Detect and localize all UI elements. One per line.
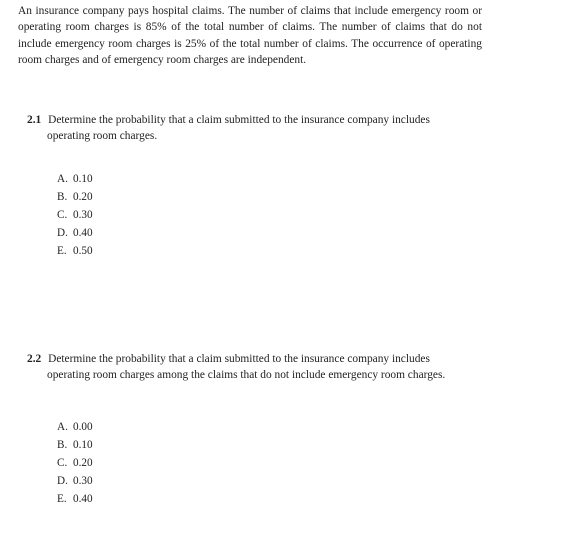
question-number: 2.1 bbox=[27, 114, 42, 126]
choice-value: 0.20 bbox=[73, 191, 93, 203]
problem-intro: An insurance company pays hospital claims. The number of claims that include emergency room or operating room charges is 85% of the total number of claims. The number of claims that do not include emergency room charges is 25% of the total number of claims. The occurrence of operating room charges and of emergency room charges are independent. bbox=[18, 5, 482, 67]
choice-letter: B. bbox=[57, 439, 68, 451]
choice-letter: E. bbox=[57, 493, 67, 505]
answer-choice[interactable] bbox=[57, 472, 93, 490]
choice-value: 0.00 bbox=[73, 421, 93, 433]
answer-choice[interactable] bbox=[57, 454, 93, 472]
choice-value: 0.30 bbox=[73, 475, 93, 487]
choice-value: 0.30 bbox=[73, 209, 93, 221]
choice-letter: E. bbox=[57, 245, 67, 257]
answer-choices-2-1 bbox=[57, 170, 93, 260]
choice-value: 0.20 bbox=[73, 457, 93, 469]
answer-choice[interactable] bbox=[57, 224, 93, 242]
answer-choices-2-2 bbox=[57, 418, 93, 508]
answer-choice[interactable] bbox=[57, 188, 93, 206]
choice-value: 0.40 bbox=[73, 227, 93, 239]
answer-choice[interactable] bbox=[57, 418, 93, 436]
answer-choice[interactable] bbox=[57, 490, 93, 508]
choice-value: 0.10 bbox=[73, 173, 93, 185]
choice-letter: B. bbox=[57, 191, 68, 203]
choice-letter: C. bbox=[57, 457, 68, 469]
choice-letter: A. bbox=[57, 421, 68, 433]
choice-letter: C. bbox=[57, 209, 68, 221]
question-text-line1: Determine the probability that a claim submitted to the insurance company includes bbox=[48, 114, 430, 126]
question-text-line2: operating room charges among the claims that do not include emergency room charges. bbox=[47, 368, 446, 381]
answer-choice[interactable] bbox=[57, 436, 93, 454]
question-number: 2.2 bbox=[27, 353, 42, 365]
answer-choice[interactable] bbox=[57, 170, 93, 188]
choice-letter: A. bbox=[57, 173, 68, 185]
choice-value: 0.40 bbox=[73, 493, 93, 505]
answer-choice[interactable] bbox=[57, 206, 93, 224]
question-text-line1: Determine the probability that a claim submitted to the insurance company includes bbox=[48, 353, 430, 365]
question-2-2 bbox=[27, 352, 482, 383]
question-2-1 bbox=[27, 113, 482, 144]
choice-letter: D. bbox=[57, 475, 68, 487]
choice-value: 0.10 bbox=[73, 439, 93, 451]
choice-value: 0.50 bbox=[73, 245, 93, 257]
answer-choice[interactable] bbox=[57, 242, 93, 260]
choice-letter: D. bbox=[57, 227, 68, 239]
question-text-line2: operating room charges. bbox=[47, 129, 158, 142]
